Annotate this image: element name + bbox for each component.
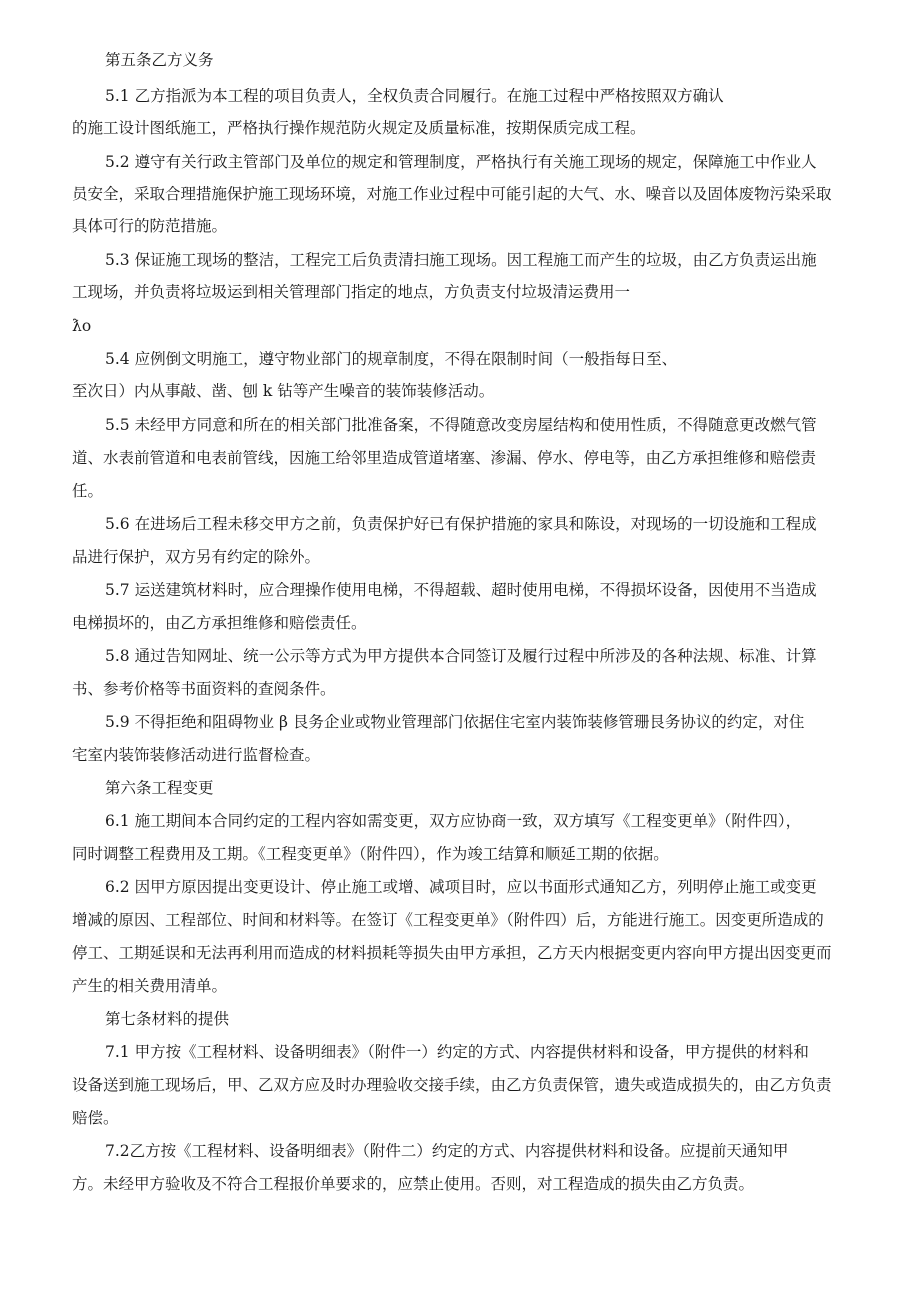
clause-7-2-line-1: 7.2乙方按《工程材料、设备明细表》（附件二）约定的方式、内容提供材料和设备。应提前天通知甲	[105, 1142, 789, 1160]
clause-5-9-line-2: 宅室内装饰装修活动进行监督检查。	[72, 746, 321, 764]
clause-5-4-line-2: 至次日）内从事敲、凿、刨 k 钻等产生噪音的装饰装修活动。	[72, 382, 495, 400]
clause-7-2-line-2: 方。未经甲方验收及不符合工程报价单要求的，应禁止使用。否则，对工程造成的损失由乙方负责。	[72, 1175, 755, 1193]
clause-5-1-line-2: 的施工设计图纸施工，严格执行操作规范防火规定及质量标准，按期保质完成工程。	[72, 119, 646, 137]
clause-6-1-line-1: 6.1 施工期间本合同约定的工程内容如需变更，双方应协商一致，双方填写《工程变更单》（附件四），	[105, 812, 802, 830]
clause-6-2-line-2: 增减的原因、工程部位、时间和材料等。在签订《工程变更单》（附件四）后，方能进行施工。因变更所造成的	[72, 911, 824, 929]
article-6-heading: 第六条工程变更	[105, 779, 214, 797]
clause-5-7-line-1: 5.7 运送建筑材料时，应合理操作使用电梯，不得超载、超时使用电梯，不得损坏设备，因使用不当造成	[105, 581, 817, 599]
clause-5-9-line-1: 5.9 不得拒绝和阻碍物业 β 艮务企业或物业管理部门依据住宅室内装饰装修管珊艮务协议的约定，对住	[105, 713, 805, 731]
clause-5-5-line-3: 任。	[72, 482, 104, 500]
clause-5-4-line-1: 5.4 应例倒文明施工，遵守物业部门的规章制度，不得在限制时间（一般指每日至、	[105, 350, 678, 368]
clause-5-5-line-2: 道、水表前管道和电表前管线，因施工给邻里造成管道堵塞、渗漏、停水、停电等，由乙方承担维修和赔偿责	[72, 449, 817, 467]
clause-6-2-line-4: 产生的相关费用清单。	[72, 977, 228, 995]
clause-5-6-line-1: 5.6 在进场后工程未移交甲方之前，负责保护好已有保护措施的家具和陈设，对现场的一切设施和工程成	[105, 515, 817, 533]
clause-7-1-line-2: 设备送到施工现场后，甲、乙双方应及时办理验收交接手续，由乙方负责保管，遗失或造成损失的，由乙方负责	[72, 1076, 832, 1094]
clause-5-2-line-3: 具体可行的防范措施。	[72, 217, 228, 235]
clause-5-3-line-1: 5.3 保证施工现场的整洁，工程完工后负责清扫施工现场。因工程施工而产生的垃圾，由乙方负责运出施	[105, 251, 817, 269]
article-5-heading: 第五条乙方义务	[105, 51, 214, 69]
clause-5-2-line-2: 员安全，采取合理措施保护施工现场环境，对施工作业过程中可能引起的大气、水、噪音以及固体废物污染采取	[72, 185, 832, 203]
clause-7-1-line-1: 7.1 甲方按《工程材料、设备明细表》（附件一）约定的方式、内容提供材料和设备，甲方提供的材料和	[105, 1043, 809, 1061]
clause-5-1-line-1: 5.1 乙方指派为本工程的项目负责人，全权负责合同履行。在施工过程中严格按照双方确认	[105, 87, 724, 105]
clause-5-2-line-1: 5.2 遵守有关行政主管部门及单位的规定和管理制度，严格执行有关施工现场的规定，保障施工中作业人	[105, 153, 817, 171]
article-7-heading: 第七条材料的提供	[105, 1010, 230, 1028]
clause-6-2-line-3: 停工、工期延误和无法再利用而造成的材料损耗等损失由甲方承担，乙方天内根据变更内容向甲方提出因变更而	[72, 944, 832, 962]
clause-6-1-line-2: 同时调整工程费用及工期。《工程变更单》（附件四），作为竣工结算和顺延工期的依据。	[72, 845, 669, 863]
clause-6-2-line-1: 6.2 因甲方原因提出变更设计、停止施工或增、减项目时，应以书面形式通知乙方，列明停止施工或变更	[105, 878, 817, 896]
clause-5-8-line-1: 5.8 通过告知网址、统一公示等方式为甲方提供本合同签订及履行过程中所涉及的各种法规、标准、计算	[105, 647, 817, 665]
clause-5-8-line-2: 书、参考价格等书面资料的查阅条件。	[72, 680, 336, 698]
clause-5-7-line-2: 电梯损坏的，由乙方承担维修和赔偿责任。	[72, 614, 367, 632]
clause-5-5-line-1: 5.5 未经甲方同意和所在的相关部门批准备案，不得随意改变房屋结构和使用性质，不得随意更改燃气管	[105, 416, 817, 434]
clause-5-3-line-3: ƛo	[72, 317, 92, 335]
clause-5-6-line-2: 品进行保护，双方另有约定的除外。	[72, 548, 321, 566]
clause-5-3-line-2: 工现场，并负责将垃圾运到相关管理部门指定的地点，方负责支付垃圾清运费用一	[72, 283, 631, 301]
clause-7-1-line-3: 赔偿。	[72, 1109, 119, 1127]
